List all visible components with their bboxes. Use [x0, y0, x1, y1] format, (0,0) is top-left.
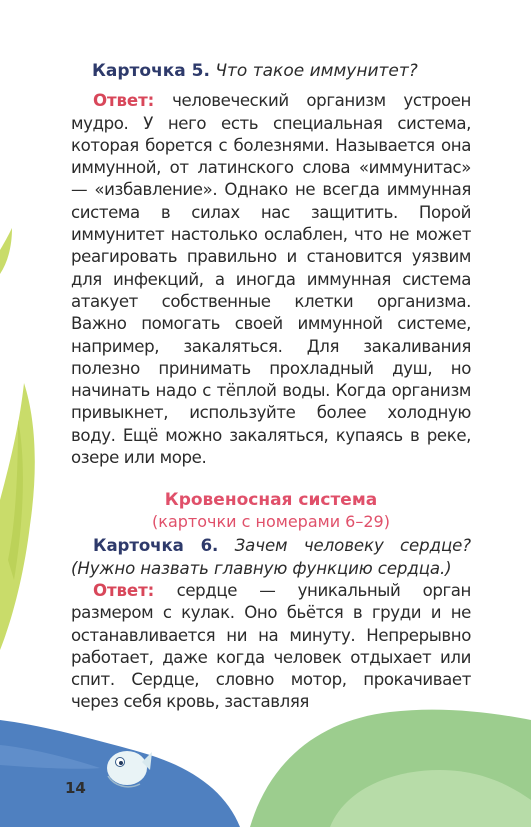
section-subtitle: (карточки с номерами 6–29) [152, 512, 390, 532]
card6-question: Зачем человеку сердце? (Нужно назвать главную функцию сердца.) [71, 536, 471, 578]
section-title: Кровеносная система [164, 490, 378, 511]
answer5-paragraph [71, 90, 471, 469]
card6-label: Карточка 6. [93, 536, 219, 556]
answer6-paragraph [71, 580, 471, 714]
page-number: 14 [65, 779, 86, 797]
card6-question-line [71, 535, 471, 580]
answer5-label: Ответ: [93, 91, 155, 111]
answer5-text: человеческий организм устроен мудро. У него есть специальная система, которая борется с болезнями. Называется она иммунной, от латинского слова «иммунитас» — «избавление». Однако не всегда иммунная система в силах нас защитить. Порой иммунитет настолько ослаблен, что не может реагировать правильно и становится уязвим для инфекций, а иногда иммунная система атакует собственные клетки организма. Важно помогать своей иммунной системе, например, закаляться. Для закаливания полезно принимать прохладный душ, но начинать надо с тёплой воды. Когда организм привыкнет, используйте более холодную воду. Ещё можно закаляться, купаясь в реке, озере или море. [71, 91, 471, 468]
card5-question: Что такое иммунитет? [215, 61, 418, 81]
answer6-text: сердце — уникальный орган размером с кулак. Оно бьётся в груди и не останавливается ни на минуту. Непрерывно работает, даже когда человек отдыхает или спит. Сердце, словно мотор, прокачивает через себя кровь, заставляя [71, 580, 471, 712]
answer6-label: Ответ: [93, 580, 155, 600]
text-block [71, 60, 471, 714]
card5-question-line [92, 60, 471, 82]
card5-label: Карточка 5. [92, 61, 210, 81]
leaf-stub [0, 228, 12, 274]
